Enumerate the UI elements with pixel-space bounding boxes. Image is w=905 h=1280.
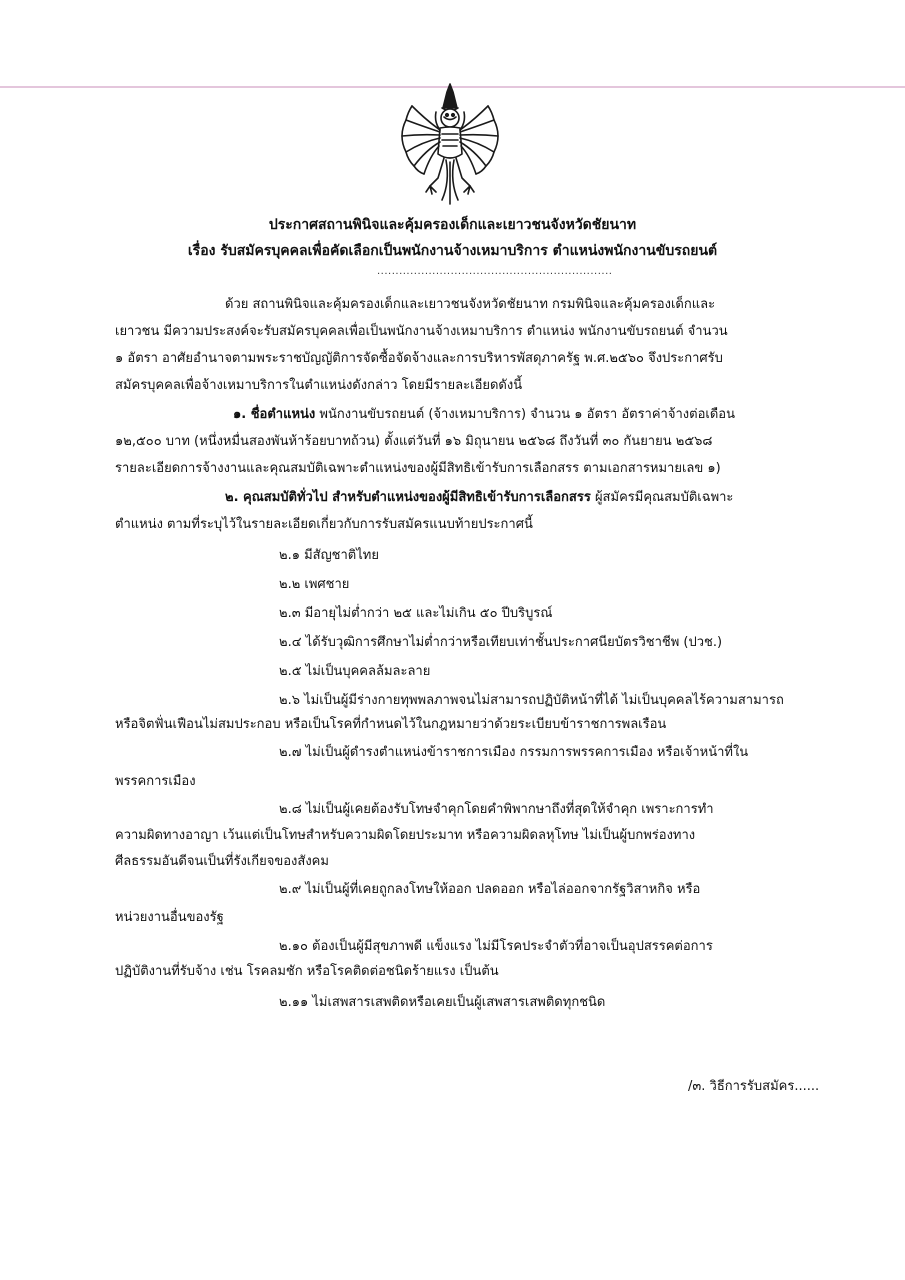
section2-heading: ๒. คุณสมบัติทั่วไป สำหรับตำแหน่งของผู้มีสิทธิเข้ารับการเลือกสรร	[225, 490, 591, 505]
section1-line	[233, 405, 735, 425]
qualification-item: ๒.๒ เพศชาย	[279, 577, 350, 592]
qualification-item-continued: ศีลธรรมอันดีจนเป็นที่รังเกียจของสังคม	[115, 854, 329, 869]
intro-line: สมัครบุคคลเพื่อจ้างเหมาบริการในตำแหน่งดังกล่าว โดยมีรายละเอียดดังนี้	[115, 378, 523, 393]
section2-text: ผู้สมัครมีคุณสมบัติเฉพาะ	[590, 490, 734, 505]
garuda-emblem-icon	[398, 82, 502, 206]
qualification-item-continued: พรรคการเมือง	[115, 774, 196, 789]
separator-dots: ................................................................	[377, 266, 613, 277]
section1-line: รายละเอียดการจ้างงานและคุณสมบัติเฉพาะตำแหน่งของผู้มีสิทธิเข้ารับการเลือกสรร ตามเอกสารหมายเลข ๑)	[115, 461, 721, 476]
section1-heading: ๑. ชื่อตำแหน่ง	[233, 407, 316, 422]
announcement-subject: เรื่อง รับสมัครบุคคลเพื่อคัดเลือกเป็นพนักงานจ้างเหมาบริการ ตำแหน่งพนักงานขับรถยนต์	[187, 243, 718, 259]
qualification-item-continued: หรือจิตฟั่นเฟือนไม่สมประกอบ หรือเป็นโรคที่กำหนดไว้ในกฎหมายว่าด้วยระเบียบข้าราชการพลเรือน	[115, 717, 667, 732]
qualification-item-continued: หน่วยงานอื่นของรัฐ	[115, 910, 224, 925]
intro-line: ด้วย สถานพินิจและคุ้มครองเด็กและเยาวชนจังหวัดชัยนาท กรมพินิจและคุ้มครองเด็กและ	[225, 297, 716, 312]
qualification-item: ๒.๘ ไม่เป็นผู้เคยต้องรับโทษจำคุกโดยคำพิพากษาถึงที่สุดให้จำคุก เพราะการทำ	[279, 802, 714, 817]
qualification-item: ๒.๕ ไม่เป็นบุคคลล้มละลาย	[279, 664, 431, 679]
section2-line	[225, 488, 733, 508]
qualification-item: ๒.๑๐ ต้องเป็นผู้มีสุขภาพดี แข็งแรง ไม่มีโรคประจำตัวที่อาจเป็นอุปสรรคต่อการ	[279, 939, 713, 954]
qualification-item: ๒.๓ มีอายุไม่ต่ำกว่า ๒๕ และไม่เกิน ๕๐ ปีบริบูรณ์	[279, 606, 553, 621]
qualification-item: ๒.๔ ได้รับวุฒิการศึกษาไม่ต่ำกว่าหรือเทียบเท่าชั้นประกาศนียบัตรวิชาชีพ (ปวช.)	[279, 635, 723, 650]
section2-line: ตำแหน่ง ตามที่ระบุไว้ในรายละเอียดเกี่ยวกับการรับสมัครแนบท้ายประกาศนี้	[115, 517, 533, 532]
qualification-item: ๒.๑ มีสัญชาติไทย	[279, 548, 379, 563]
intro-line: ๑ อัตรา อาศัยอำนาจตามพระราชบัญญัติการจัดซื้อจัดจ้างและการบริหารพัสดุภาครัฐ พ.ศ.๒๕๖๐ จึงประกาศรับ	[115, 351, 723, 366]
qualification-item: ๒.๗ ไม่เป็นผู้ดำรงตำแหน่งข้าราชการเมือง กรรมการพรรคการเมือง หรือเจ้าหน้าที่ใน	[279, 745, 749, 760]
qualification-item-continued: ปฏิบัติงานที่รับจ้าง เช่น โรคลมชัก หรือโรคติดต่อชนิดร้ายแรง เป็นต้น	[115, 964, 499, 979]
continuation-reference: /๓. วิธีการรับสมัคร......	[688, 1079, 820, 1094]
announcement-title: ประกาศสถานพินิจและคุ้มครองเด็กและเยาวชนจังหวัดชัยนาท	[268, 217, 637, 233]
qualification-item: ๒.๖ ไม่เป็นผู้มีร่างกายทุพพลภาพจนไม่สามารถปฏิบัติหน้าที่ได้ ไม่เป็นบุคคลไร้ความสามารถ	[279, 693, 784, 708]
qualification-item-continued: ความผิดทางอาญา เว้นแต่เป็นโทษสำหรับความผิดโดยประมาท หรือความผิดลหุโทษ ไม่เป็นผู้บกพร่องทาง	[115, 828, 696, 843]
qualification-item: ๒.๙ ไม่เป็นผู้ที่เคยถูกลงโทษให้ออก ปลดออก หรือไล่ออกจากรัฐวิสาหกิจ หรือ	[279, 882, 701, 897]
qualification-item: ๒.๑๑ ไม่เสพสารเสพติดหรือเคยเป็นผู้เสพสารเสพติดทุกชนิด	[279, 995, 606, 1010]
intro-line: เยาวชน มีความประสงค์จะรับสมัครบุคคลเพื่อเป็นพนักงานจ้างเหมาบริการ ตำแหน่ง พนักงานขับรถยนต์ จำนวน	[115, 324, 728, 339]
section1-line: ๑๒,๕๐๐ บาท (หนึ่งหมื่นสองพันห้าร้อยบาทถ้วน) ตั้งแต่วันที่ ๑๖ มิถุนายน ๒๕๖๘ ถึงวันที่ ๓๐ กันยายน ๒๕๖๘	[115, 434, 713, 449]
section1-text: พนักงานขับรถยนต์ (จ้างเหมาบริการ) จำนวน ๑ อัตรา อัตราค่าจ้างต่อเดือน	[315, 407, 735, 422]
